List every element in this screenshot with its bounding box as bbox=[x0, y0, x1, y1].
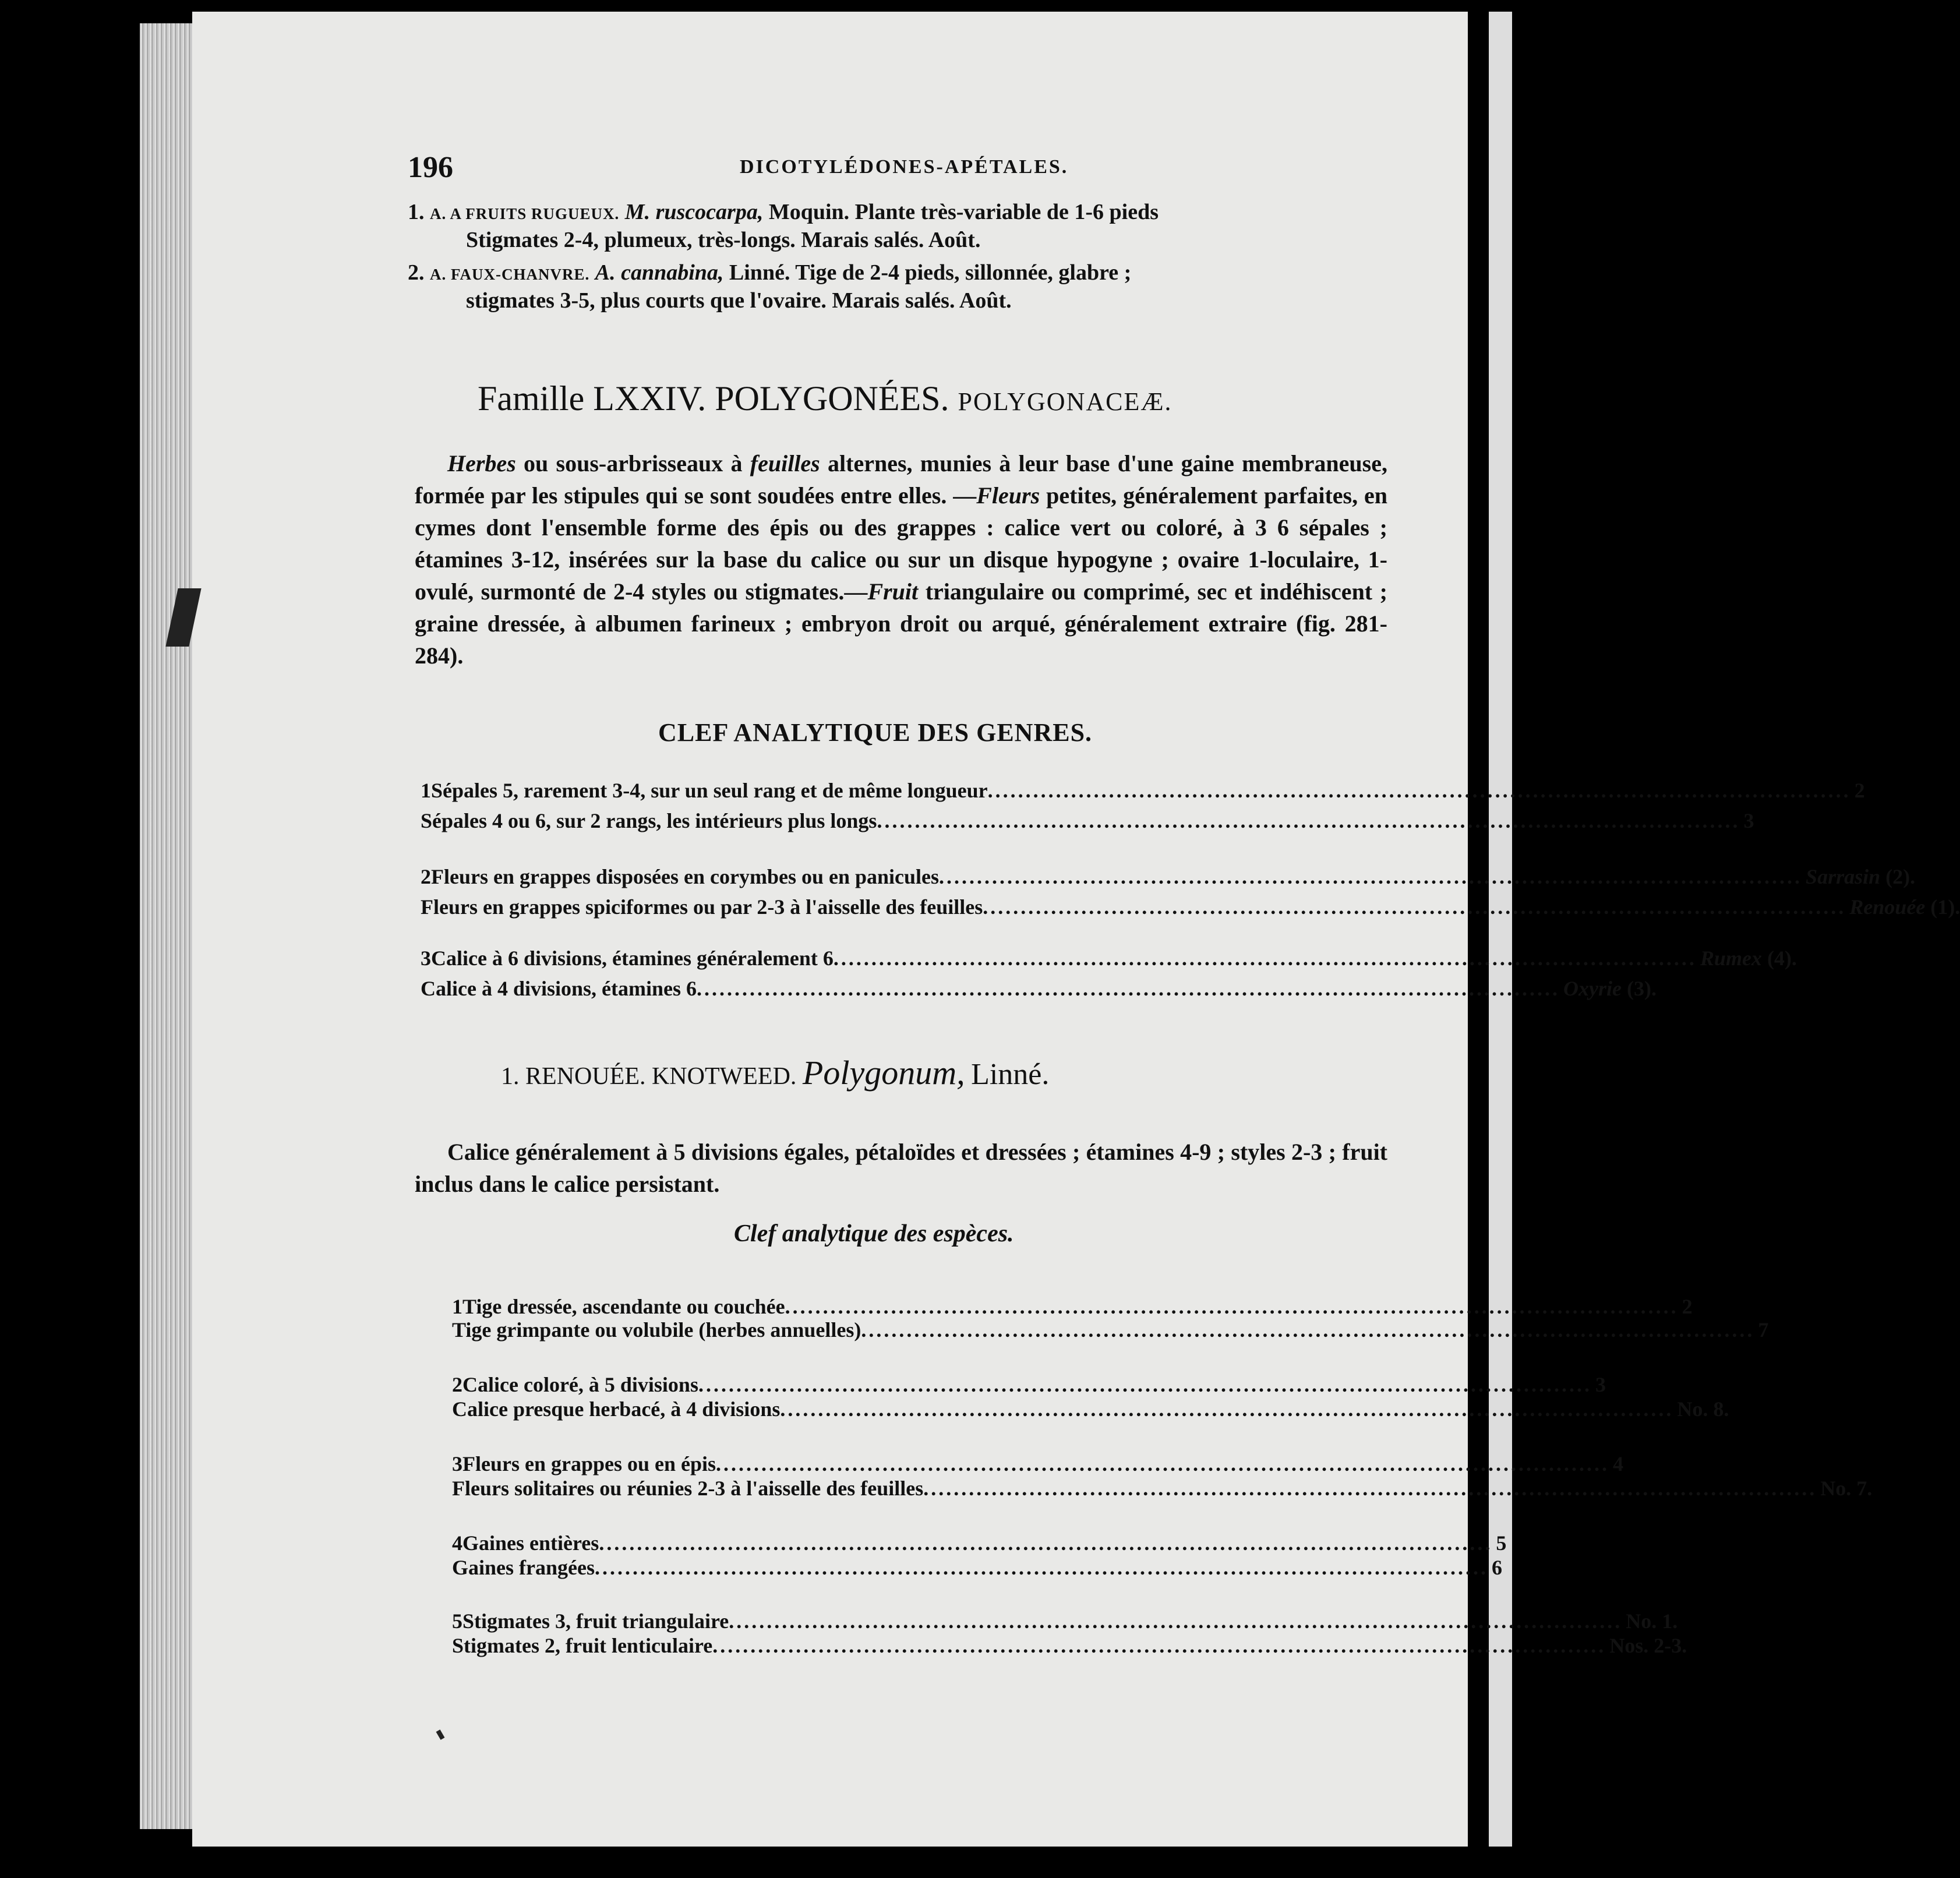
genera-key-row: 1 Sépales 5, rarement 3-4, sur un seul rang et de même longueur .................................................................................................................. 2 bbox=[421, 779, 1865, 802]
species-key-row: 4 Gaines entières ...................................................................................................................... 5 bbox=[452, 1531, 1507, 1555]
genera-key-row: 2 Fleurs en grappes disposées en corymbes ou en panicules .................................................................................................................. Sarrasin (2). bbox=[421, 865, 1916, 888]
genus-description: Calice généralement à 5 divisions égales, pétaloïdes et dressées ; étamines 4-9 ; styles 2-3 ; fruit inclus dans le calice persistant. bbox=[415, 1139, 1387, 1197]
species-key-row: Fleurs solitaires ou réunies 2-3 à l'aisselle des feuilles ...................................................................................................................... No. 7. bbox=[452, 1477, 1873, 1500]
family-description: Herbes ou sous-arbrisseaux à feuilles alternes, munies à leur base d'une gaine membraneuse, formée par les stipules qui se sont soudées entre elles. —Fleurs petites, généralement parfaites, en cymes dont l'ensemble forme des épis ou des grappes : calice vert ou coloré, à 3 6 sépales ; étamines 3-12, insérées sur la base du calice ou sur un disque hypogyne ; ovaire 1-loculaire, 1-ovulé, surmonté de 2-4 styles ou stigmates.—Fruit triangulaire ou comprimé, sec et indéhiscent ; graine dressée, à albumen farineux ; embryon droit ou arqué, généralement extraire (fig. 281-284). bbox=[415, 450, 1387, 669]
species-key-row: Stigmates 2, fruit lenticulaire ...................................................................................................................... Nos. 2-3. bbox=[452, 1634, 1687, 1657]
species-key-title: Clef analytique des espèces. bbox=[734, 1220, 1014, 1247]
genera-key-row: Calice à 4 divisions, étamines 6 .................................................................................................................. Oxyrie (3). bbox=[421, 977, 1657, 1000]
page-number: 196 bbox=[408, 151, 453, 184]
running-title: DICOTYLÉDONES-APÉTALES. bbox=[740, 156, 1069, 178]
genera-key-title: CLEF ANALYTIQUE DES GENRES. bbox=[658, 718, 1093, 747]
species-key-row: 3 Fleurs en grappes ou en épis ...................................................................................................................... 4 bbox=[452, 1452, 1624, 1475]
entry-1: 1. A. A FRUITS RUGUEUX. M. ruscocarpa, Moquin. Plante très-variable de 1-6 pieds bbox=[408, 200, 1159, 224]
species-key-row: 5 Stigmates 3, fruit triangulaire ...................................................................................................................... No. 1. bbox=[452, 1609, 1678, 1633]
entry-2-line2: stigmates 3-5, plus courts que l'ovaire. Marais salés. Août. bbox=[466, 288, 1012, 313]
species-key-row: 2 Calice coloré, à 5 divisions ...................................................................................................................... 3 bbox=[452, 1373, 1606, 1396]
genera-key-row: 3 Calice à 6 divisions, étamines généralement 6 .................................................................................................................. Rumex (4). bbox=[421, 947, 1797, 970]
species-key-row: Tige grimpante ou volubile (herbes annuelles) ...................................................................................................................... 7 bbox=[452, 1318, 1769, 1342]
species-key-row: 1 Tige dressée, ascendante ou couchée ...................................................................................................................... 2 bbox=[452, 1295, 1693, 1318]
genus-heading: 1. RENOUÉE. KNOTWEED. Polygonum, Linné. bbox=[501, 1054, 1050, 1092]
genera-key-row: Sépales 4 ou 6, sur 2 rangs, les intérieurs plus longs .................................................................................................................. 3 bbox=[421, 809, 1754, 832]
species-key-row: Calice presque herbacé, à 4 divisions ...................................................................................................................... No. 8. bbox=[452, 1397, 1729, 1421]
genera-key-row: Fleurs en grappes spiciformes ou par 2-3 à l'aisselle des feuilles .................................................................................................................. Renouée (1). bbox=[421, 895, 1960, 919]
entry-1-line2: Stigmates 2-4, plumeux, très-longs. Marais salés. Août. bbox=[466, 228, 981, 252]
species-key-row: Gaines frangées ...................................................................................................................... 6 bbox=[452, 1556, 1502, 1579]
family-heading: Famille LXXIV. POLYGONÉES. POLYGONACEÆ. bbox=[478, 379, 1173, 418]
entry-2: 2. A. FAUX-CHANVRE. A. cannabina, Linné. Tige de 2-4 pieds, sillonnée, glabre ; bbox=[408, 260, 1132, 285]
